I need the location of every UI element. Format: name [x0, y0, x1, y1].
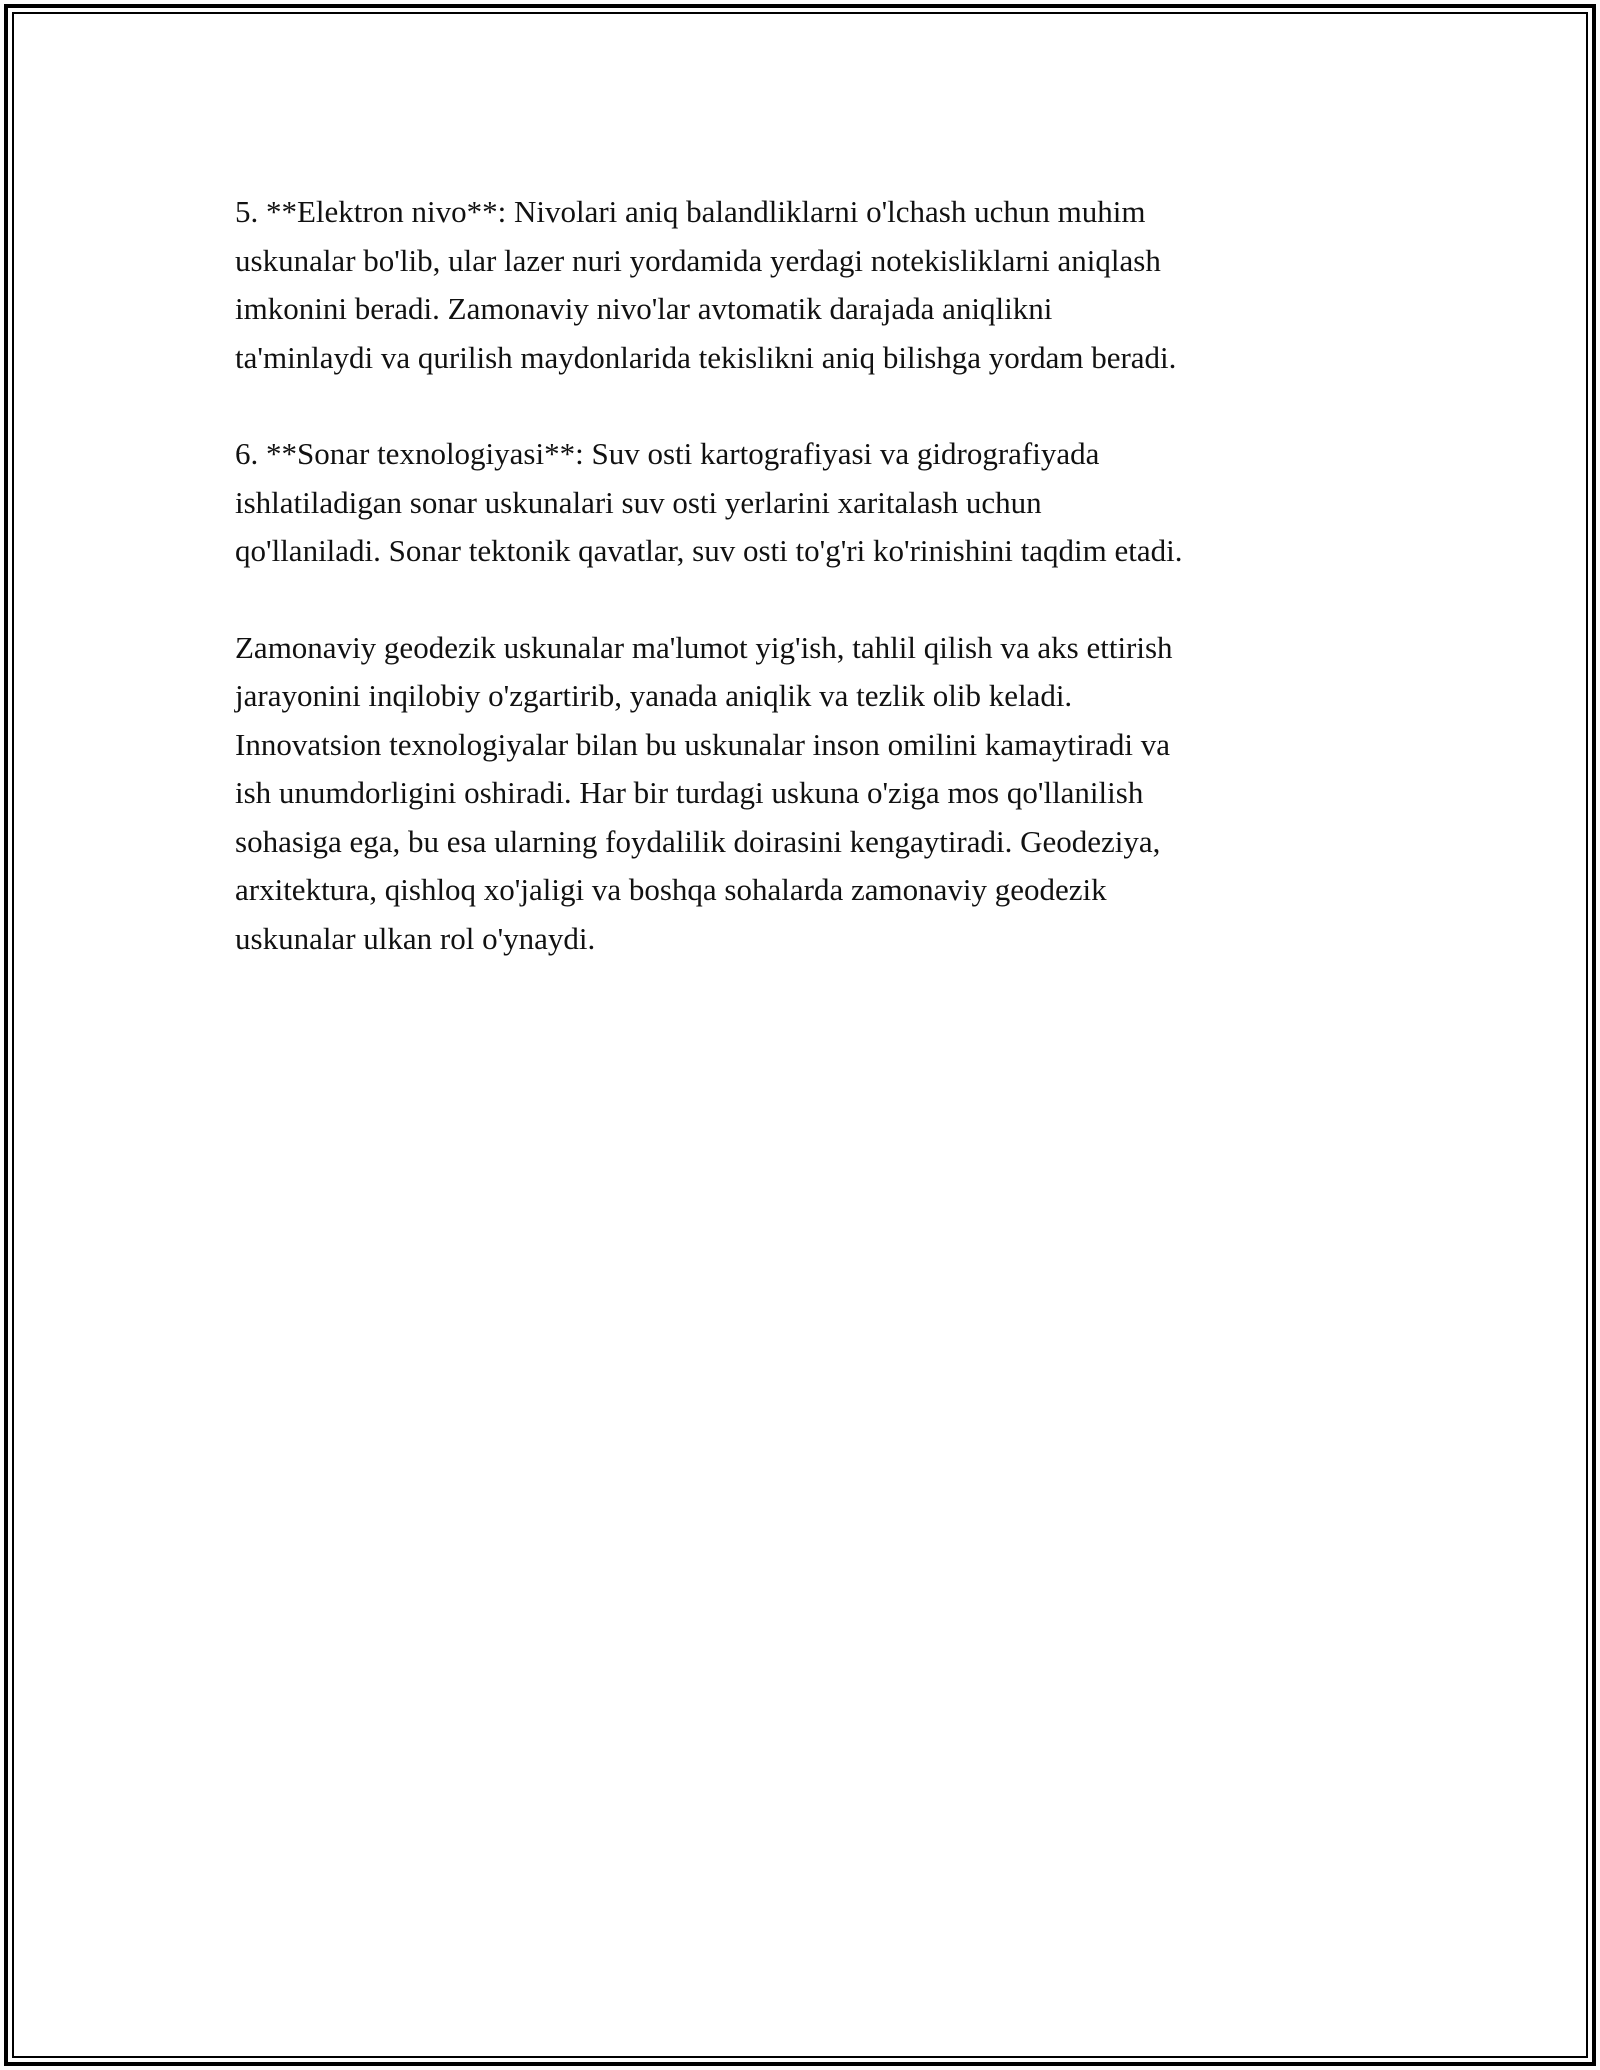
paragraph-sonar-texnologiyasi: 6. **Sonar texnologiyasi**: Suv osti kartografiyasi va gidrografiyada ishlatiladigan sonar uskunalari suv osti yerlarini xaritalash uchun qo'llaniladi. Sonar tektonik qavatlar, suv osti to'g'ri ko'rinishini taqdim etadi. — [235, 436, 1183, 568]
paragraph-conclusion: Zamonaviy geodezik uskunalar ma'lumot yig'ish, tahlil qilish va aks ettirish jarayonini inqilobiy o'zgartirib, yanada aniqlik va tezlik olib keladi. Innovatsion texnologiyalar bilan bu uskunalar inson omilini kamaytiradi va ish unumdorligini oshiradi. Har bir turdagi uskuna o'ziga mos qo'llanilish sohasiga ega, bu esa ularning foydalilik doirasini kengaytiradi. Geodeziya, arxitektura, qishloq xo'jaligi va boshqa sohalarda zamonaviy geodezik uskunalar ulkan rol o'ynaydi. — [235, 629, 1173, 956]
paragraph-elektron-nivo: 5. **Elektron nivo**: Nivolari aniq balandliklarni o'lchash uchun muhim uskunalar bo'lib, ular lazer nuri yordamida yerdagi notekisliklarni aniqlash imkonini beradi. Zamonaviy nivo'lar avtomatik darajada aniqlikni ta'minlaydi va qurilish maydonlarida tekislikni aniq bilishga yordam beradi. — [235, 194, 1177, 375]
document-body — [235, 188, 1375, 1011]
